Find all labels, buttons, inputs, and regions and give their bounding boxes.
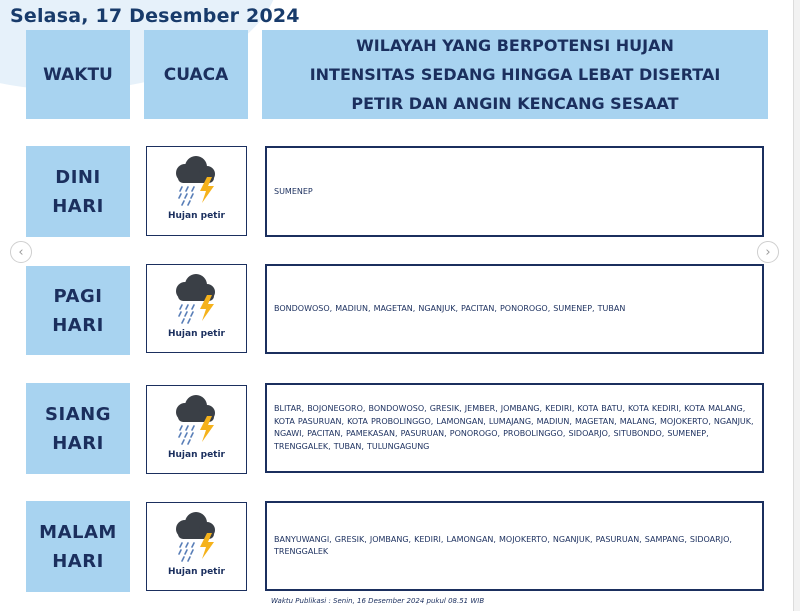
- waktu-malam-hari: [26, 501, 130, 592]
- cuaca-label: Hujan petir: [167, 567, 225, 577]
- thunderstorm-icon: [169, 153, 225, 207]
- waktu-dini-hari: [26, 146, 130, 237]
- carousel-next-button[interactable]: [757, 241, 779, 263]
- waktu-label: HARI: [52, 550, 104, 572]
- wilayah-text: BANYUWANGI, GRESIK, JOMBANG, KEDIRI, LAMONGAN, MOJOKERTO, NGANJUK, PASURUAN, SAMPANG, SIDOARJO, TRENGGALEK: [274, 534, 732, 556]
- cuaca-label: Hujan petir: [167, 450, 225, 460]
- cuaca-label: Hujan petir: [167, 329, 225, 339]
- waktu-label: HARI: [52, 314, 104, 336]
- header-waktu: WAKTU: [26, 30, 130, 119]
- wilayah-cell: [265, 146, 764, 237]
- waktu-siang-hari: [26, 383, 130, 474]
- page-date: Selasa, 17 Desember 2024: [10, 5, 300, 27]
- cuaca-cell: [146, 146, 247, 236]
- scrollbar-strip: [793, 0, 800, 611]
- waktu-label: SIANG: [45, 403, 111, 425]
- wilayah-text: BONDOWOSO, MADIUN, MAGETAN, NGANJUK, PACITAN, PONOROGO, SUMENEP, TUBAN: [274, 303, 626, 313]
- thunderstorm-icon: [169, 271, 225, 325]
- header-wilayah-line: WILAYAH YANG BERPOTENSI HUJAN: [356, 36, 674, 55]
- thunderstorm-icon: [169, 392, 225, 446]
- carousel-prev-button[interactable]: [10, 241, 32, 263]
- waktu-label: MALAM: [39, 521, 117, 543]
- waktu-label: DINI: [55, 166, 101, 188]
- waktu-label: HARI: [52, 432, 104, 454]
- wilayah-text: SUMENEP: [274, 187, 313, 196]
- waktu-label: PAGI: [53, 285, 103, 307]
- header-wilayah-line: INTENSITAS SEDANG HINGGA LEBAT DISERTAI: [309, 65, 721, 84]
- cuaca-cell: [146, 502, 247, 591]
- chevron-right-icon: ›: [765, 244, 771, 260]
- header-wilayah-line: PETIR DAN ANGIN KENCANG SESAAT: [351, 94, 679, 113]
- waktu-pagi-hari: [26, 266, 130, 355]
- publication-time: Waktu Publikasi : Senin, 16 Desember 2024 pukul 08.51 WIB: [271, 597, 485, 605]
- wilayah-text: BLITAR, BOJONEGORO, BONDOWOSO, GRESIK, JEMBER, JOMBANG, KEDIRI, KOTA BATU, KOTA KEDIRI, KOTA MALANG, KOTA PASURUAN, KOTA PROBOLINGGO, LAMONGAN, LUMAJANG, MADIUN, MAGETAN, MALANG, MOJOKERTO, NGANJUK, NGAWI, PACITAN, PAMEKASAN, PASURUAN, PONOROGO, PROBOLINGGO, SIDOARJO, SITUBONDO, SUMENEP, TRENGGALEK, TUBAN, TULUNGAGUNG: [274, 404, 754, 451]
- thunderstorm-icon: [169, 509, 225, 563]
- cuaca-label: Hujan petir: [167, 211, 225, 221]
- header-cuaca: CUACA: [144, 30, 248, 119]
- waktu-label: HARI: [52, 195, 104, 217]
- header-wilayah: [262, 30, 768, 119]
- chevron-left-icon: ‹: [18, 244, 24, 260]
- wilayah-cell: [265, 264, 764, 354]
- cuaca-cell: [146, 264, 247, 353]
- wilayah-cell: [265, 383, 764, 473]
- wilayah-cell: [265, 501, 764, 591]
- cuaca-cell: [146, 385, 247, 474]
